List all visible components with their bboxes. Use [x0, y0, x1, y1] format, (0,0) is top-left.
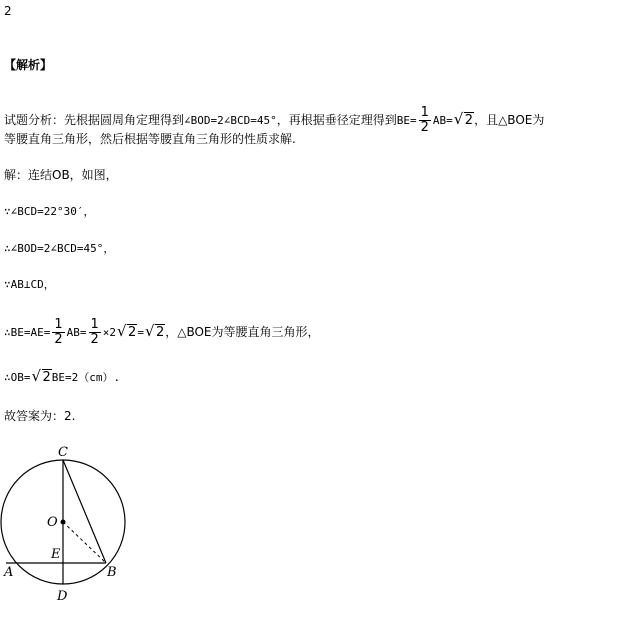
sqrt-expression — [32, 369, 52, 385]
sqrt-radicand: 2 — [155, 325, 165, 340]
solution-step-2: ∴∠BOD=2∠BCD=45°， — [4, 242, 115, 255]
fraction-numerator: 1 — [420, 105, 429, 120]
analysis-ab: AB= — [432, 114, 453, 127]
step4-suffix: ，△BOE为等腰直角三角形， — [165, 325, 320, 339]
fraction-denominator: 2 — [54, 332, 63, 347]
sqrt-expression — [145, 324, 165, 340]
fraction-denominator: 2 — [420, 120, 429, 135]
sqrt-expression — [454, 112, 474, 128]
solution-step-0: 解：连结OB，如图， — [4, 168, 118, 182]
step4-fraction-2 — [89, 318, 101, 347]
solution-step-1: ∵∠BCD=22°30′， — [4, 205, 95, 218]
sqrt-expression — [117, 324, 137, 340]
sqrt-sign-icon: √ — [144, 322, 155, 340]
label-e: E — [51, 547, 61, 562]
analysis-mid: ，再根据垂径定理得到 — [276, 113, 397, 127]
section-heading: 【解析】 — [4, 58, 53, 72]
label-o: O — [47, 515, 58, 530]
step4-prefix: ∴BE=AE= — [4, 326, 51, 339]
analysis-fraction — [419, 106, 431, 135]
analysis-tail: ，且△BOE为 — [474, 113, 545, 127]
analysis-angle-relation: ∠BOD=2∠BCD=45° — [184, 114, 277, 127]
analysis-line-2: 等腰直角三角形，然后根据等腰直角三角形的性质求解. — [4, 132, 296, 146]
sqrt-radicand: 2 — [42, 370, 51, 385]
sqrt-sign-icon: √ — [117, 322, 127, 340]
geometry-figure — [0, 442, 140, 612]
center-point — [61, 520, 66, 525]
step5-prefix: ∴OB= — [4, 371, 31, 384]
answer-value: 2 — [4, 4, 12, 18]
sqrt-sign-icon: √ — [31, 367, 42, 385]
fraction-denominator: 2 — [90, 332, 99, 347]
sqrt-sign-icon: √ — [453, 110, 464, 128]
solution-step-4 — [4, 318, 320, 347]
solution-step-3: ∵AB⊥CD， — [4, 278, 55, 291]
solution-step-5 — [4, 369, 120, 386]
step4-fraction-1 — [52, 318, 64, 347]
sqrt-radicand: 2 — [128, 325, 137, 340]
step4-ab: AB= — [66, 326, 87, 339]
fraction-numerator: 1 — [90, 317, 99, 332]
final-answer: 故答案为：2. — [4, 409, 76, 423]
step4-times: ×2 — [102, 326, 117, 339]
chord-cb — [63, 460, 106, 563]
label-d: D — [57, 589, 68, 604]
analysis-lead: 试题分析：先根据圆周角定理得到 — [4, 113, 185, 127]
label-a: A — [4, 565, 14, 580]
segment-ob-dashed — [63, 522, 106, 563]
analysis-be: BE= — [396, 114, 417, 127]
sqrt-radicand: 2 — [464, 113, 474, 128]
step4-equals: = — [137, 326, 144, 339]
label-b: B — [107, 565, 117, 580]
label-c: C — [58, 445, 68, 460]
step5-suffix: BE=2（cm）. — [51, 371, 121, 384]
fraction-numerator: 1 — [54, 317, 63, 332]
